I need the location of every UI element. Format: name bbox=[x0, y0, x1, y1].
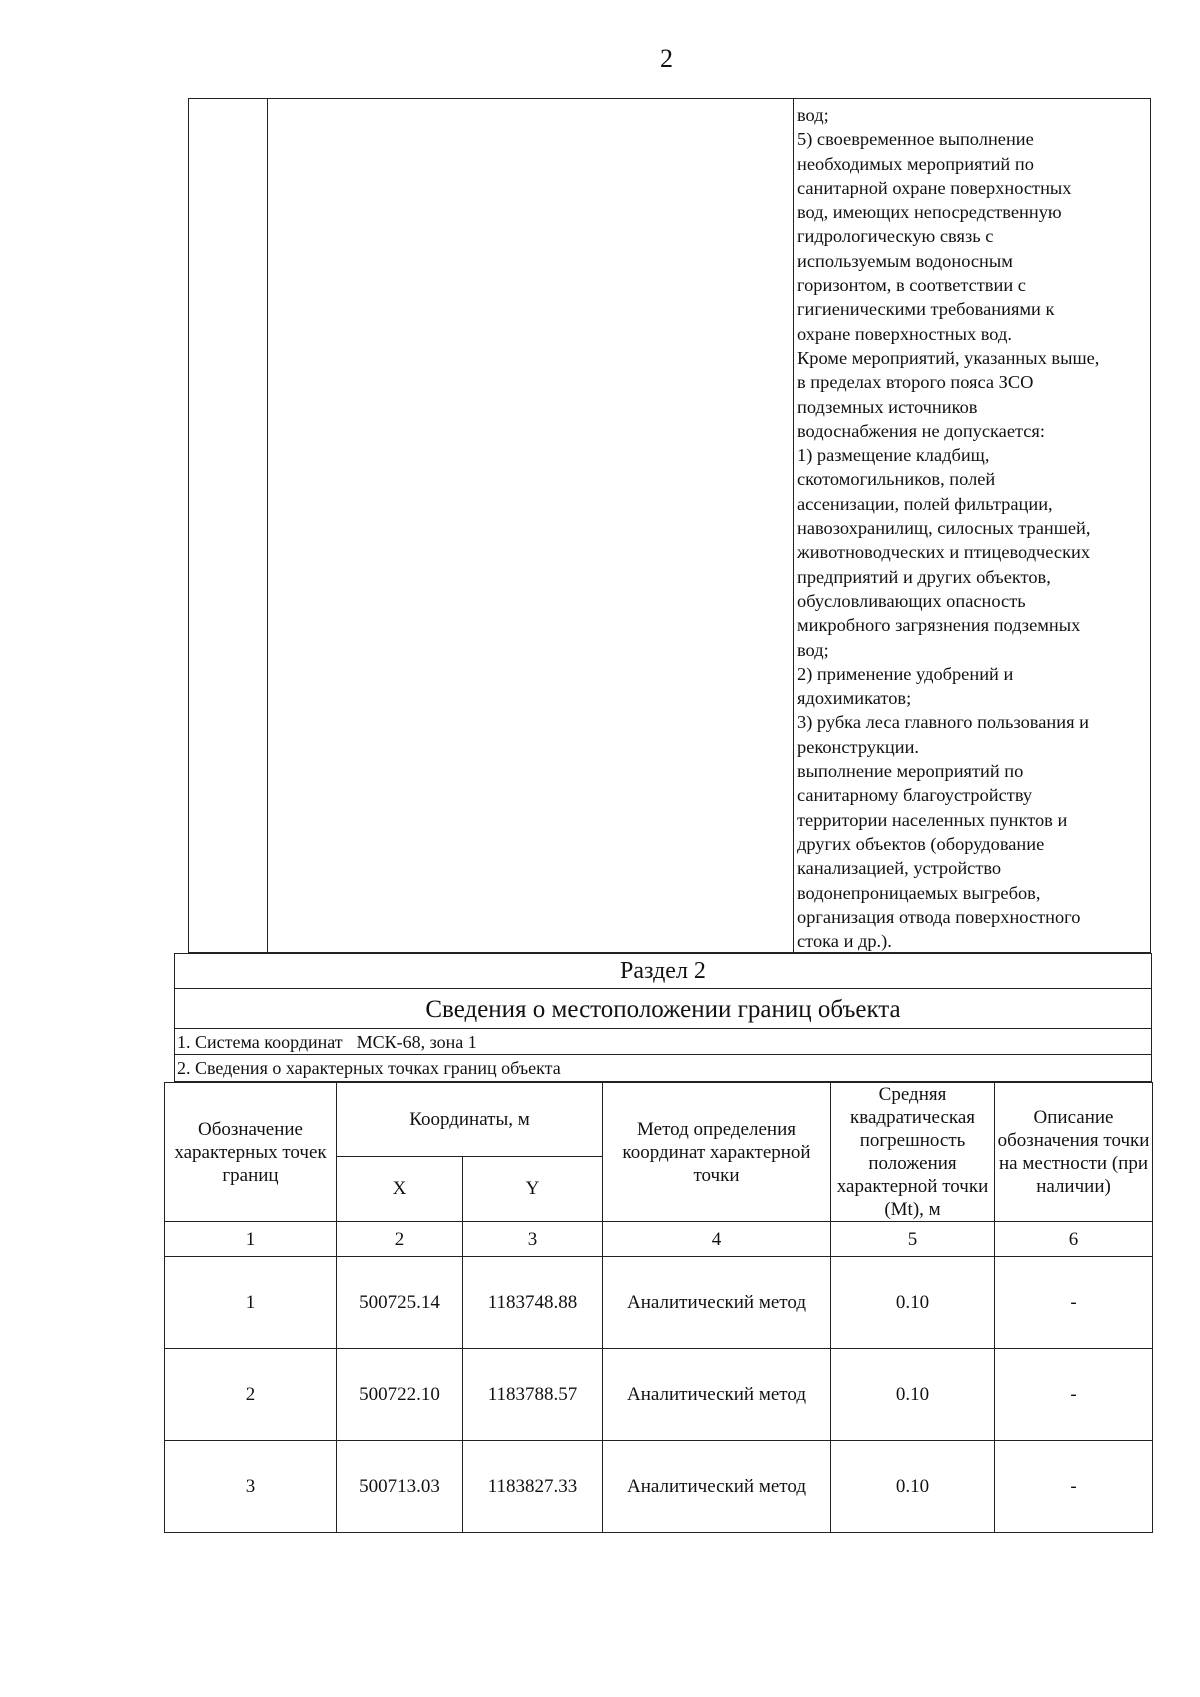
requirements-line: животноводческих и птицеводческих bbox=[797, 542, 1091, 563]
requirements-line: 1) размещение кладбищ, bbox=[797, 445, 990, 466]
header-y: Y bbox=[463, 1156, 603, 1221]
requirements-line: санитарному благоустройству bbox=[797, 785, 1033, 806]
requirements-line: Кроме мероприятий, указанных выше, bbox=[797, 347, 1100, 368]
column-divider bbox=[267, 99, 268, 952]
header-error: Средняя квадратическая погрешность положения характерной точки (Mt), м bbox=[831, 1083, 995, 1222]
point-id: 3 bbox=[165, 1441, 337, 1533]
requirements-line: выполнение мероприятий по bbox=[797, 761, 1024, 782]
requirements-line: организация отвода поверхностного bbox=[797, 906, 1081, 927]
requirements-line: стока и др.). bbox=[797, 931, 892, 952]
requirements-line: микробного загрязнения подземных bbox=[797, 615, 1081, 636]
column-number: 4 bbox=[603, 1222, 831, 1257]
requirements-line: канализацией, устройство bbox=[797, 858, 1002, 879]
requirements-line: скотомогильников, полей bbox=[797, 469, 996, 490]
requirements-line: водоснабжения не допускается: bbox=[797, 420, 1045, 441]
requirements-line: 3) рубка леса главного пользования и bbox=[797, 712, 1089, 733]
requirements-line: санитарной охране поверхностных bbox=[797, 177, 1072, 198]
requirements-line: навозохранилищ, силосных траншей, bbox=[797, 518, 1091, 539]
header-x: X bbox=[337, 1156, 463, 1221]
requirements-line: обусловливающих опасность bbox=[797, 590, 1026, 611]
continuation-table bbox=[188, 98, 1151, 953]
table-row bbox=[165, 1349, 1153, 1441]
column-divider bbox=[793, 99, 794, 952]
section-subtitle: Сведения о местоположении границ объекта bbox=[175, 989, 1151, 1029]
requirements-line: гигиеническими требованиями к bbox=[797, 299, 1055, 320]
requirements-line: водонепроницаемых выгребов, bbox=[797, 882, 1041, 903]
description: - bbox=[995, 1257, 1153, 1349]
requirements-line: подземных источников bbox=[797, 396, 978, 417]
requirements-line: гидрологическую связь с bbox=[797, 226, 994, 247]
points-info-label: 2. Сведения о характерных точках границ объекта bbox=[177, 1058, 561, 1078]
requirements-text bbox=[797, 103, 1151, 953]
table-row bbox=[165, 1257, 1153, 1349]
section-title: Раздел 2 bbox=[175, 954, 1151, 989]
column-number: 3 bbox=[463, 1222, 603, 1257]
coord-system-line bbox=[175, 1029, 1151, 1055]
method: Аналитический метод bbox=[603, 1257, 831, 1349]
coord-x: 500722.10 bbox=[337, 1349, 463, 1441]
requirements-line: 5) своевременное выполнение bbox=[797, 129, 1034, 150]
column-number-row bbox=[165, 1222, 1153, 1257]
requirements-line: ассенизации, полей фильтрации, bbox=[797, 493, 1053, 514]
header-method: Метод определения координат характерной точки bbox=[603, 1083, 831, 1222]
header-coordinates: Координаты, м bbox=[337, 1083, 603, 1157]
requirements-line: территории населенных пунктов и bbox=[797, 809, 1068, 830]
description: - bbox=[995, 1349, 1153, 1441]
requirements-line: других объектов (оборудование bbox=[797, 833, 1045, 854]
column-number: 6 bbox=[995, 1222, 1153, 1257]
coord-system-label: 1. Система координат bbox=[177, 1032, 343, 1052]
requirements-line: охране поверхностных вод. bbox=[797, 323, 1012, 344]
method: Аналитический метод bbox=[603, 1349, 831, 1441]
requirements-line: вод; bbox=[797, 105, 829, 125]
column-number: 1 bbox=[165, 1222, 337, 1257]
coord-x: 500713.03 bbox=[337, 1441, 463, 1533]
requirements-line: горизонтом, в соответствии с bbox=[797, 275, 1026, 296]
requirements-line: в пределах второго пояса ЗСО bbox=[797, 372, 1034, 393]
coord-y: 1183788.57 bbox=[463, 1349, 603, 1441]
requirements-line: вод; bbox=[797, 639, 829, 660]
requirements-line: реконструкции. bbox=[797, 736, 920, 757]
method: Аналитический метод bbox=[603, 1441, 831, 1533]
page-number: 2 bbox=[660, 44, 673, 73]
point-id: 2 bbox=[165, 1349, 337, 1441]
boundary-points-table bbox=[164, 1082, 1153, 1533]
column-number: 2 bbox=[337, 1222, 463, 1257]
description: - bbox=[995, 1441, 1153, 1533]
header-designation: Обозначение характерных точек границ bbox=[165, 1083, 337, 1222]
requirements-line: 2) применение удобрений и bbox=[797, 663, 1014, 684]
column-number: 5 bbox=[831, 1222, 995, 1257]
coord-system-value: МСК-68, зона 1 bbox=[356, 1032, 477, 1052]
coord-x: 500725.14 bbox=[337, 1257, 463, 1349]
coord-y: 1183827.33 bbox=[463, 1441, 603, 1533]
requirements-line: необходимых мероприятий по bbox=[797, 153, 1034, 174]
error: 0.10 bbox=[831, 1441, 995, 1533]
header-description: Описание обозначения точки на местности (при наличии) bbox=[995, 1083, 1153, 1222]
requirements-line: вод, имеющих непосредственную bbox=[797, 202, 1062, 223]
point-id: 1 bbox=[165, 1257, 337, 1349]
requirements-line: ядохимикатов; bbox=[797, 688, 912, 709]
error: 0.10 bbox=[831, 1257, 995, 1349]
error: 0.10 bbox=[831, 1349, 995, 1441]
coord-y: 1183748.88 bbox=[463, 1257, 603, 1349]
table-row bbox=[165, 1441, 1153, 1533]
requirements-line: предприятий и других объектов, bbox=[797, 566, 1051, 587]
requirements-line: используемым водоносным bbox=[797, 250, 1013, 271]
section-2-header bbox=[174, 953, 1152, 1082]
